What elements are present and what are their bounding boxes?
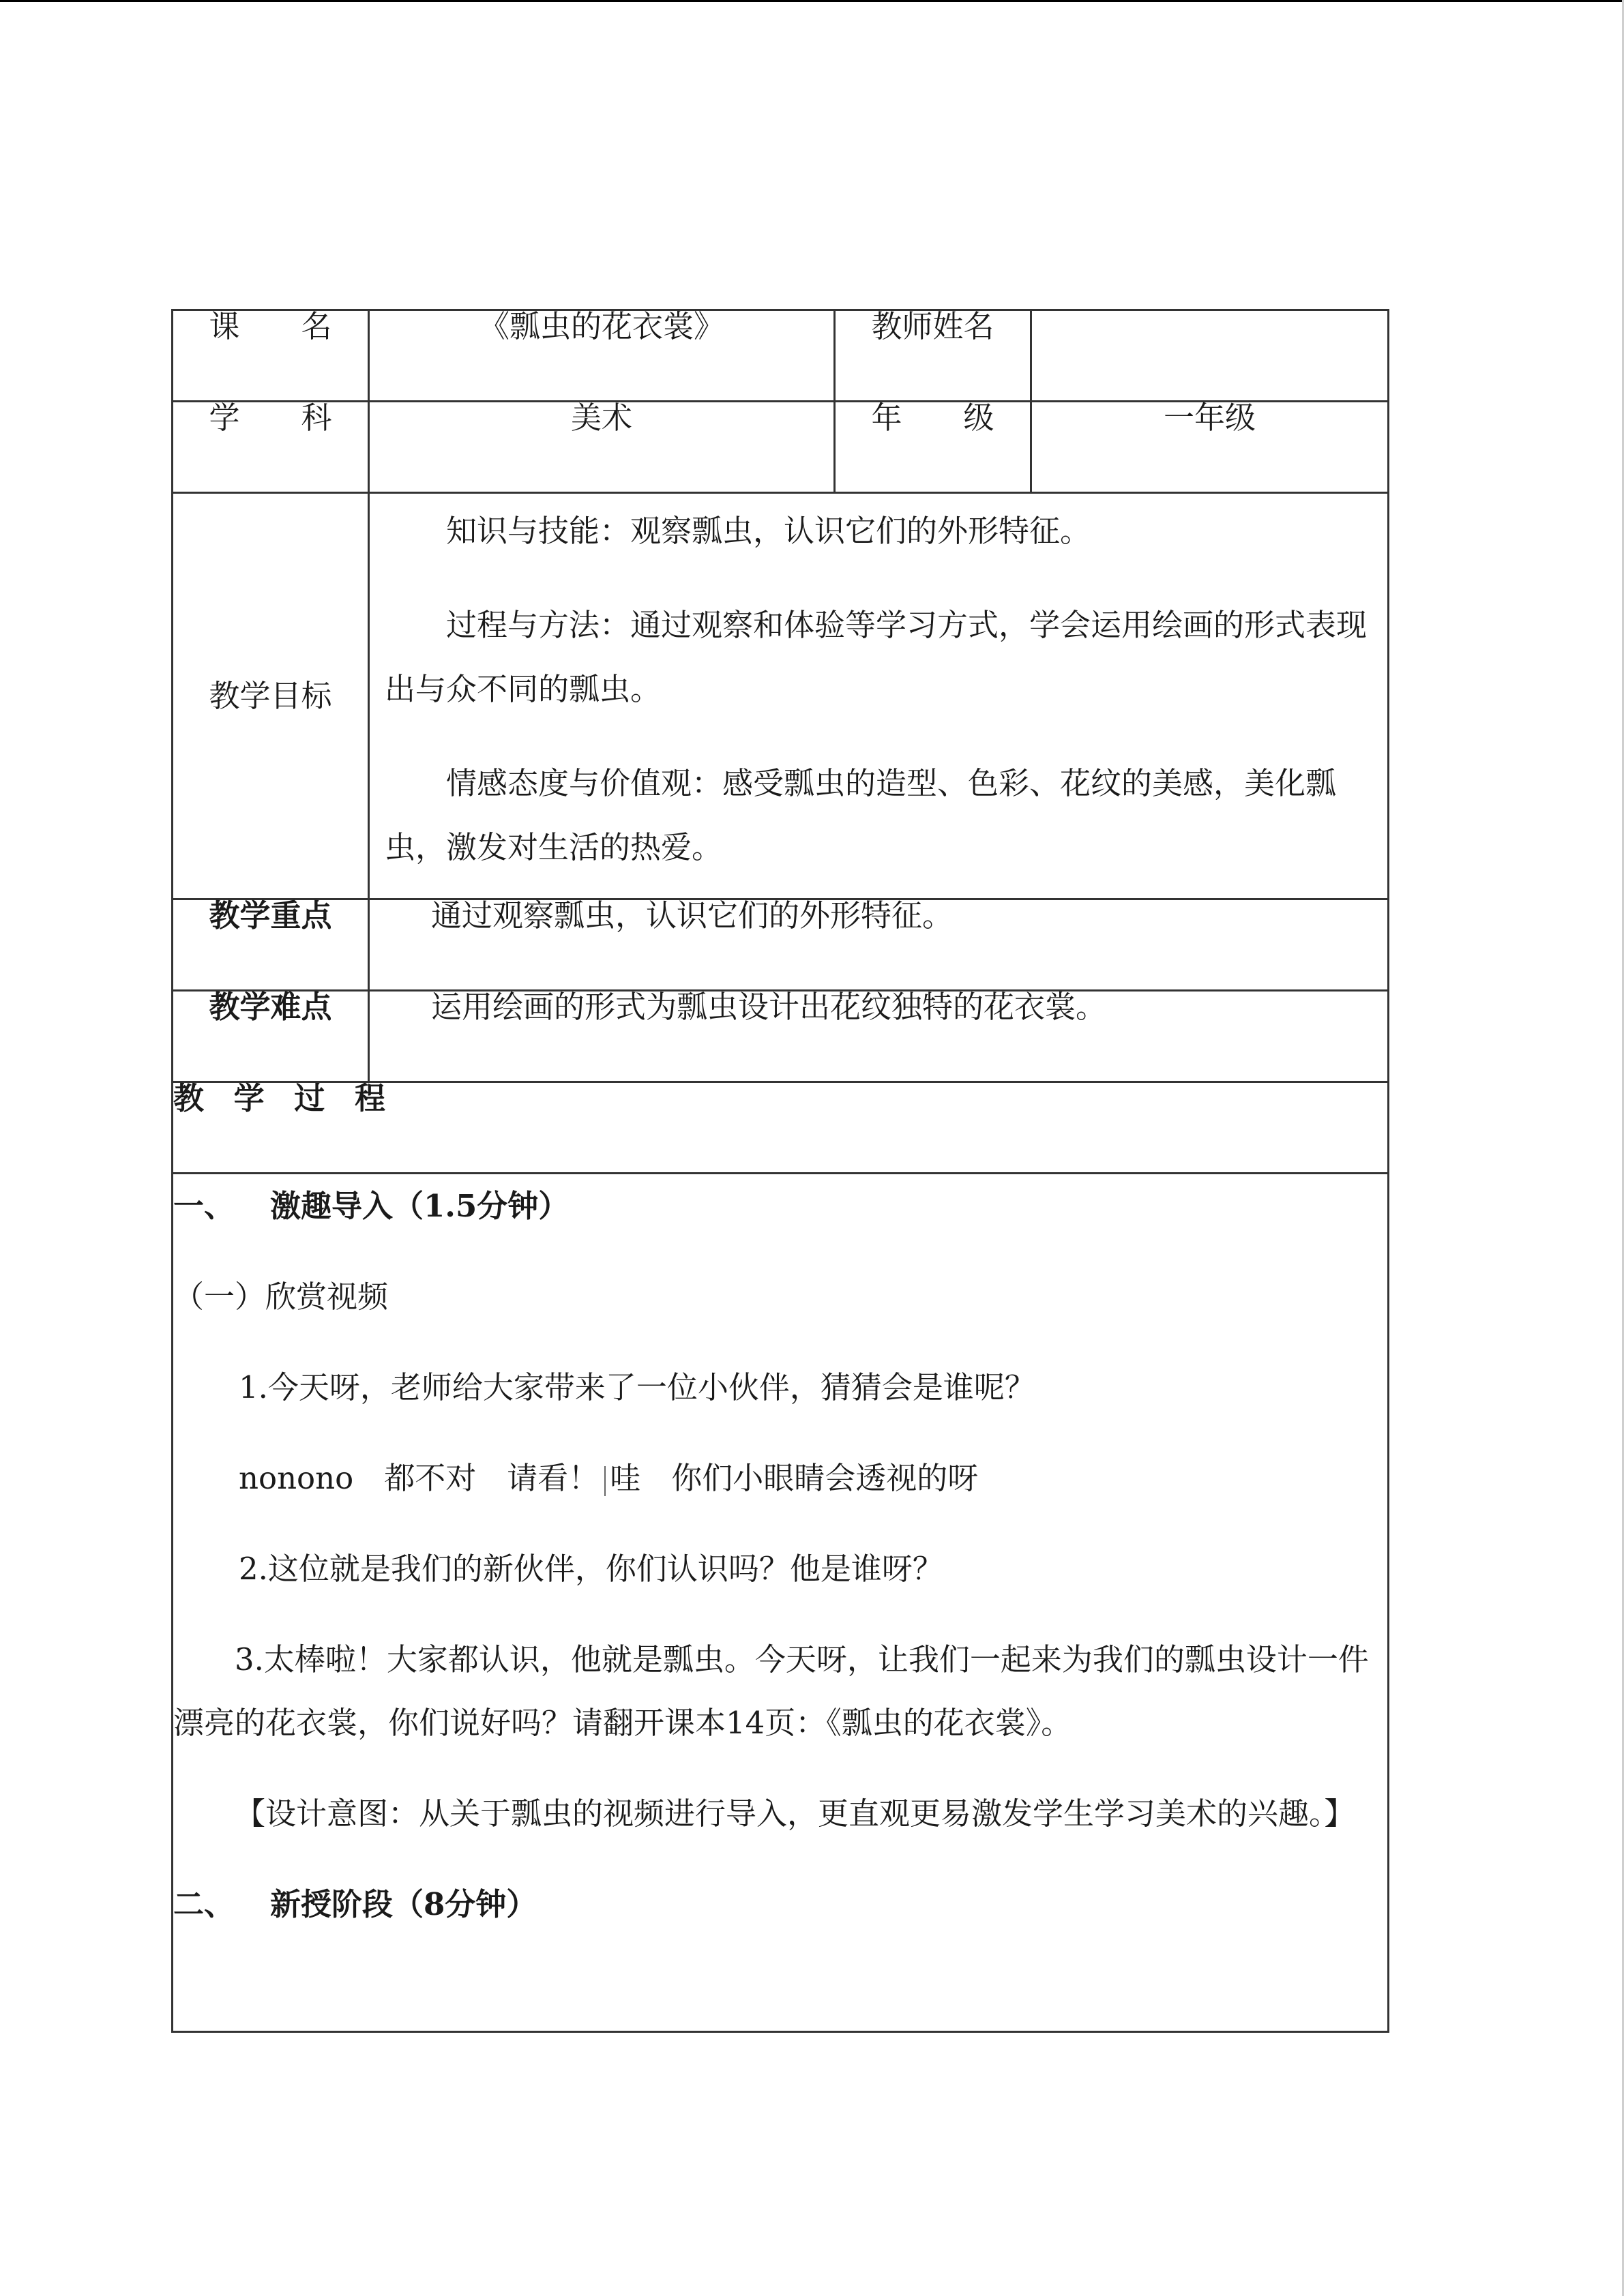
grade-label: 年 级	[835, 402, 1031, 493]
text-cursor	[604, 1466, 606, 1496]
step-1b	[173, 1446, 1387, 1510]
section-1-title: 激趣导入（1.5分钟）	[270, 1188, 570, 1224]
teacher-label: 教师姓名	[835, 310, 1031, 402]
teacher-value	[1031, 310, 1389, 402]
course-value: 《瓢虫的花衣裳》	[369, 310, 835, 402]
course-label: 课 名	[173, 310, 369, 402]
section-2-heading	[173, 1873, 1387, 1936]
key-point-row	[173, 899, 1389, 991]
step-1: 1.今天呀，老师给大家带来了一位小伙伴，猜猜会是谁呢？	[239, 1369, 1035, 1405]
subject-value: 美术	[369, 402, 835, 493]
objective-knowledge: 知识与技能：观察瓢虫，认识它们的外形特征。	[446, 513, 1091, 549]
difficulty-label: 教学难点	[173, 991, 369, 1082]
process-title: 教 学 过 程	[173, 1080, 395, 1116]
step-1b-part-b: 哇 你们小眼睛会透视的呀	[610, 1460, 979, 1496]
process-title-row	[173, 1082, 1389, 1174]
course-row	[173, 310, 1389, 402]
section-1-heading	[173, 1174, 1387, 1238]
subject-label: 学 科	[173, 402, 369, 493]
objectives-content	[369, 493, 1389, 899]
grade-value: 一年级	[1031, 402, 1389, 493]
section-1-number: 一、	[173, 1188, 235, 1224]
objective-process: 过程与方法：通过观察和体验等学习方式，学会运用绘画的形式表现出与众不同的瓢虫。	[385, 607, 1368, 707]
process-body	[173, 1174, 1389, 2032]
subject-row	[173, 402, 1389, 493]
page-top-border	[0, 0, 1624, 2]
difficulty-text: 运用绘画的形式为瓢虫设计出花纹独特的花衣裳。	[369, 991, 1389, 1082]
process-title-cell	[173, 1082, 1389, 1174]
objective-emotion: 情感态度与价值观：感受瓢虫的造型、色彩、花纹的美感，美化瓢虫，激发对生活的热爱。	[385, 765, 1337, 865]
design-note: 【设计意图：从关于瓢虫的视频进行导入，更直观更易激发学生学习美术的兴趣。】	[235, 1795, 1355, 1832]
key-point-label: 教学重点	[173, 899, 369, 991]
sub-1-heading: （一）欣赏视频	[173, 1279, 389, 1315]
section-2-title: 新授阶段（8分钟）	[270, 1886, 537, 1922]
section-2-number: 二、	[173, 1886, 235, 1922]
step-1b-part-a: nonono 都不对 请看！	[239, 1460, 600, 1496]
objectives-label: 教学目标	[173, 493, 369, 899]
process-body-row	[173, 1174, 1389, 2032]
step-2: 2.这位就是我们的新伙伴，你们认识吗？他是谁呀？	[239, 1551, 943, 1587]
objectives-row	[173, 493, 1389, 899]
difficulty-row	[173, 991, 1389, 1082]
lesson-plan-table	[171, 309, 1389, 2033]
step-3: 3.太棒啦！大家都认识，他就是瓢虫。今天呀，让我们一起来为我们的瓢虫设计一件漂亮的花衣裳，你们说好吗？请翻开课本14页：《瓢虫的花衣裳》。	[173, 1641, 1369, 1741]
key-point-text: 通过观察瓢虫，认识它们的外形特征。	[369, 899, 1389, 991]
